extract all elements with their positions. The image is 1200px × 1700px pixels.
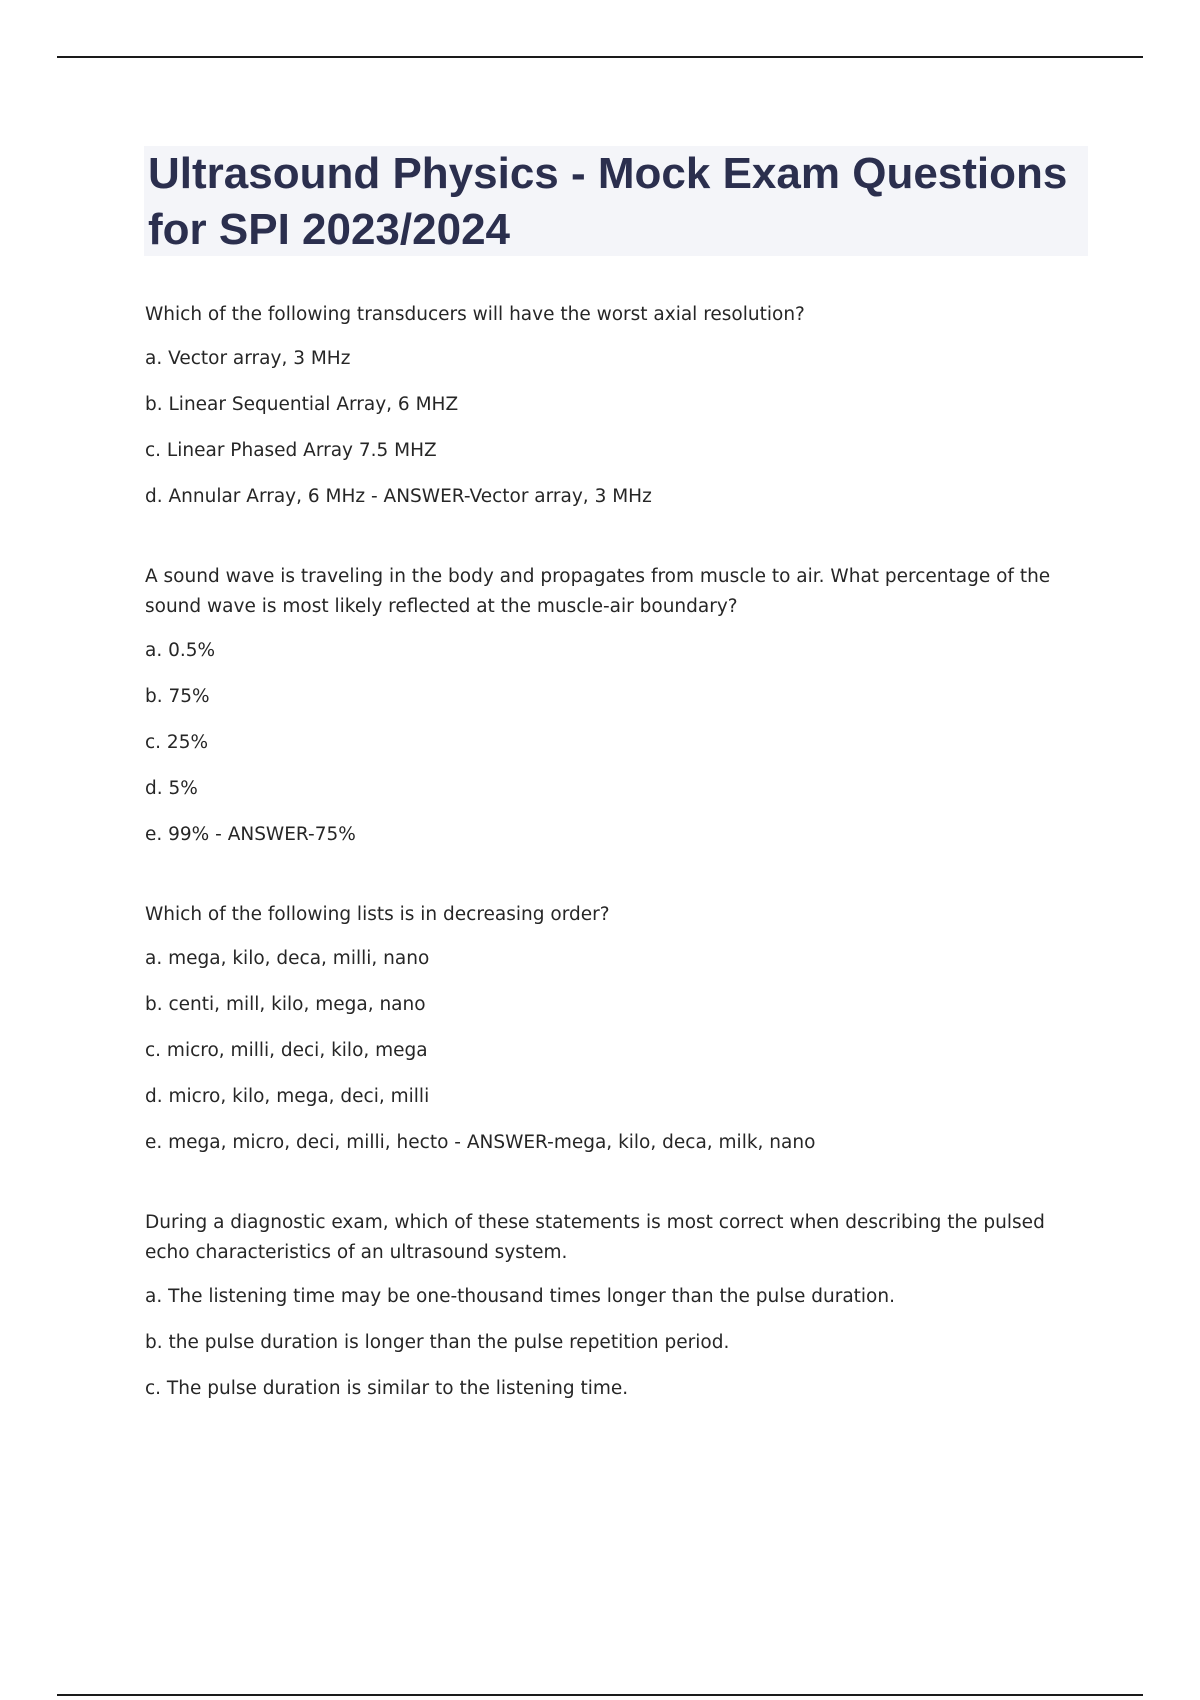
- title-banner: [144, 146, 1088, 256]
- question-text: Which of the following transducers will have the worst axial resolution?: [145, 304, 805, 325]
- answer-option: c. Linear Phased Array 7.5 MHZ: [145, 440, 437, 461]
- question-text: Which of the following lists is in decreasing order?: [145, 904, 610, 925]
- bottom-divider: [57, 1694, 1143, 1696]
- question-text: During a diagnostic exam, which of these statements is most correct when describing the pulsed echo characteristics of an ultrasound system.: [145, 1212, 1045, 1263]
- answer-option: c. 25%: [145, 732, 209, 753]
- answer-option: a. Vector array, 3 MHz: [145, 348, 351, 369]
- question-text: A sound wave is traveling in the body and propagates from muscle to air. What percentage of the sound wave is most likely reflected at the muscle-air boundary?: [145, 566, 1051, 617]
- page-title: Ultrasound Physics - Mock Exam Questions for SPI 2023/2024: [148, 149, 1068, 254]
- answer-option: a. The listening time may be one-thousand times longer than the pulse duration.: [145, 1286, 895, 1307]
- answer-option: c. micro, milli, deci, kilo, mega: [145, 1040, 428, 1061]
- answer-option: c. The pulse duration is similar to the listening time.: [145, 1378, 629, 1399]
- answer-option: b. the pulse duration is longer than the pulse repetition period.: [145, 1332, 730, 1353]
- answer-option: a. mega, kilo, deca, milli, nano: [145, 948, 430, 969]
- answer-option: a. 0.5%: [145, 640, 216, 661]
- answer-option: d. micro, kilo, mega, deci, milli: [145, 1086, 430, 1107]
- answer-option: b. 75%: [145, 686, 210, 707]
- question-list: [145, 300, 1085, 1454]
- top-divider: [57, 56, 1143, 58]
- question-1: [145, 300, 1085, 512]
- question-4: [145, 1208, 1085, 1404]
- answer-option: e. 99% - ANSWER-75%: [145, 824, 356, 845]
- question-3: [145, 900, 1085, 1158]
- answer-option: e. mega, micro, deci, milli, hecto - ANSWER-mega, kilo, deca, milk, nano: [145, 1132, 816, 1153]
- question-2: [145, 562, 1085, 850]
- answer-option: b. Linear Sequential Array, 6 MHZ: [145, 394, 459, 415]
- answer-option: d. 5%: [145, 778, 198, 799]
- answer-option: d. Annular Array, 6 MHz - ANSWER-Vector array, 3 MHz: [145, 486, 652, 507]
- answer-option: b. centi, mill, kilo, mega, nano: [145, 994, 426, 1015]
